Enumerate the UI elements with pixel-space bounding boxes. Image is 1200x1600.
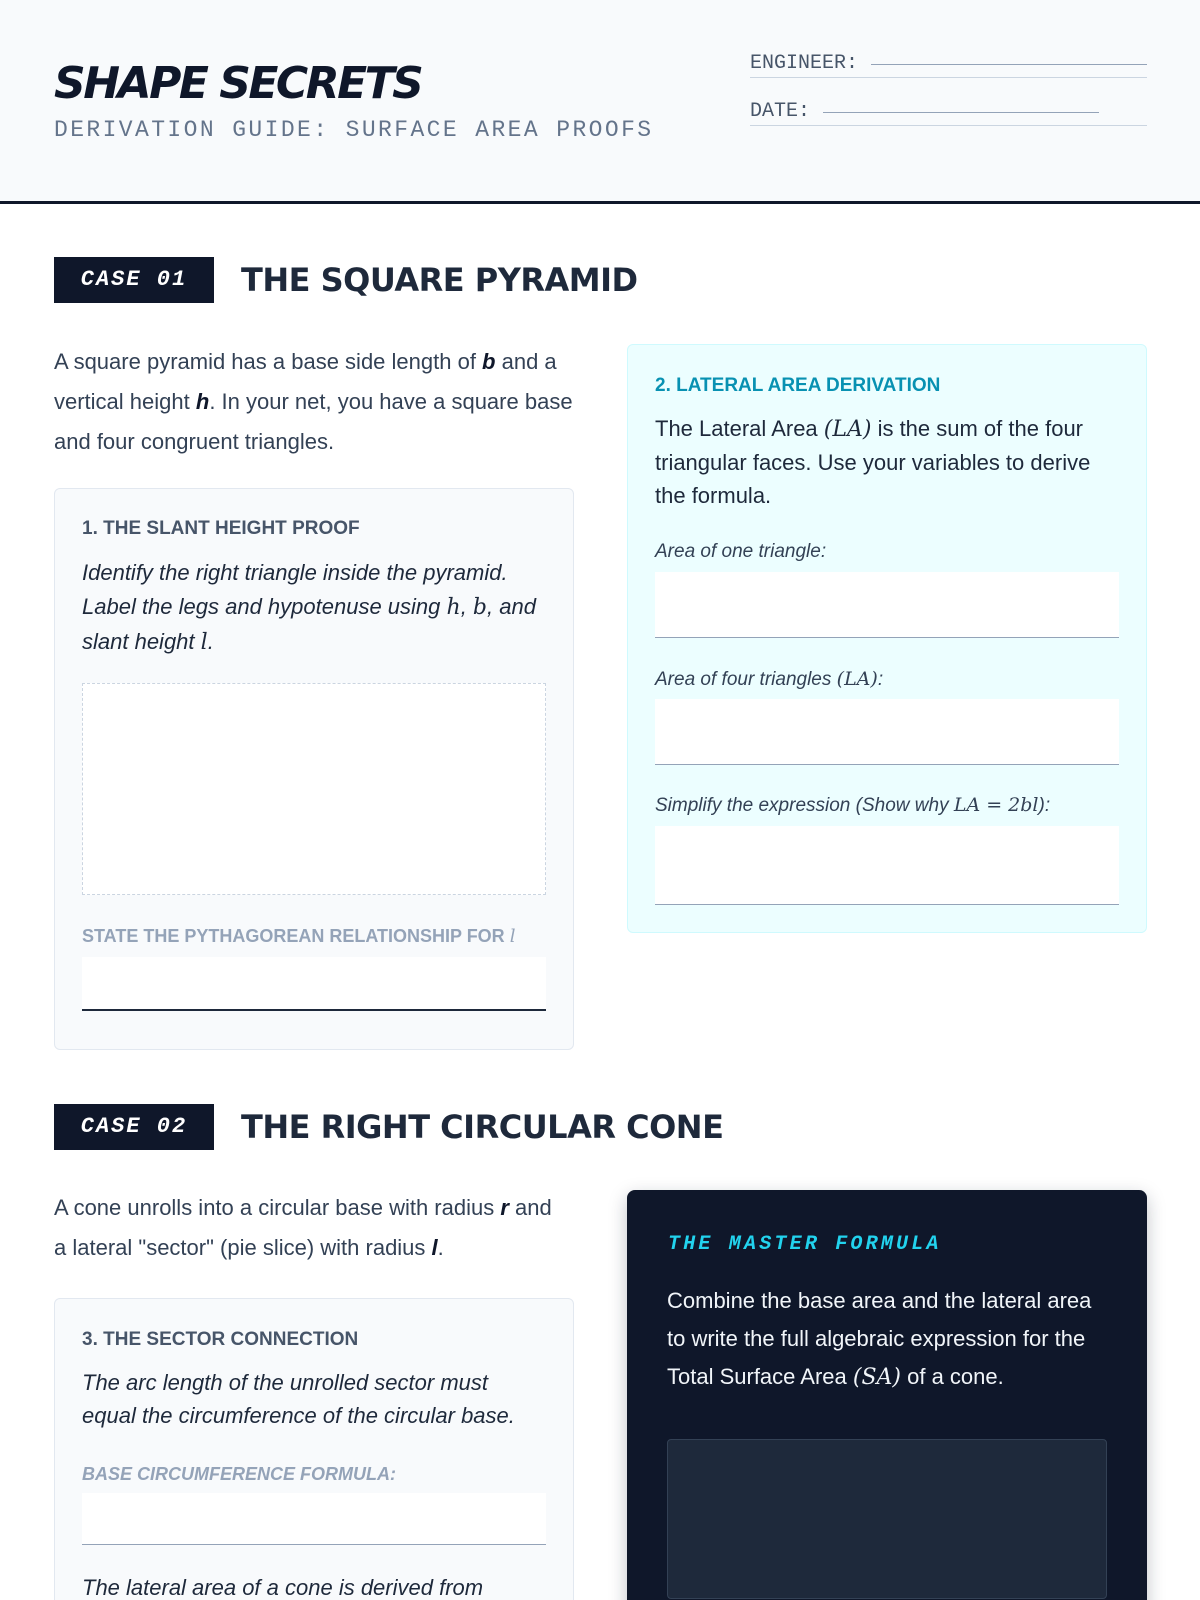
engineer-field[interactable] xyxy=(871,64,1147,65)
case-02-tag: CASE 02 xyxy=(54,1104,214,1150)
brand-title: SHAPE SECRETS xyxy=(54,58,422,109)
instr-text: of a cone. xyxy=(901,1364,1004,1389)
label-text: : xyxy=(877,669,884,690)
math-la: (LA) xyxy=(836,668,878,690)
sketch-area[interactable] xyxy=(82,683,546,895)
case-02-intro xyxy=(54,1188,554,1268)
sector-connection-instructions: The arc length of the unrolled sector must equal the circumference of the circular base. xyxy=(82,1370,515,1428)
date-row xyxy=(750,100,1147,126)
lateral-area-panel xyxy=(627,344,1147,933)
math-l: l xyxy=(200,630,208,655)
sector-connection-panel xyxy=(54,1298,574,1600)
math-b: b xyxy=(472,595,488,620)
intro-text: . In your net, you have a square base and four congruent triangles. xyxy=(54,389,573,454)
intro-text: A square pyramid has a base side length of xyxy=(54,349,483,374)
simplify-label xyxy=(655,793,1050,818)
intro-text: and a vertical height xyxy=(54,349,557,414)
intro-text: and a lateral "sector" (pie slice) with radius xyxy=(54,1195,552,1260)
case-01-intro xyxy=(54,342,574,462)
lateral-area-instructions xyxy=(655,412,1119,512)
case-01-tag: CASE 01 xyxy=(54,257,214,303)
math-l: l xyxy=(509,926,516,947)
intro-text: A cone unrolls into a circular base with radius xyxy=(54,1195,501,1220)
math-sa: (SA) xyxy=(852,1365,902,1390)
base-circumference-input[interactable] xyxy=(82,1493,546,1545)
instr-text: is the sum of the four triangular faces. Use your variables to derive the formula. xyxy=(655,416,1091,508)
base-circumference-label: BASE CIRCUMFERENCE FORMULA: xyxy=(82,1464,396,1484)
instr-text: . xyxy=(207,629,214,654)
date-label: DATE: xyxy=(750,100,811,123)
simplify-input[interactable] xyxy=(655,826,1119,905)
pythagorean-input[interactable] xyxy=(82,957,546,1011)
lateral-area-heading: 2. LATERAL AREA DERIVATION xyxy=(655,375,941,396)
master-formula-heading: THE MASTER FORMULA xyxy=(668,1233,942,1256)
master-formula-instructions xyxy=(667,1282,1107,1397)
label-text: ): xyxy=(1038,795,1051,816)
intro-text: . xyxy=(437,1235,444,1260)
var-r: r xyxy=(500,1195,509,1220)
slant-height-instructions xyxy=(82,556,546,660)
math-h: h xyxy=(446,595,461,620)
slant-height-heading: 1. THE SLANT HEIGHT PROOF xyxy=(82,518,360,539)
label-text: STATE THE PYTHAGOREAN RELATIONSHIP FOR xyxy=(82,926,510,946)
var-l: l xyxy=(431,1235,438,1260)
instr-text: , xyxy=(460,594,473,619)
label-text: Simplify the expression (Show why xyxy=(655,795,954,816)
instr-text: The Lateral Area xyxy=(655,416,824,441)
date-field[interactable] xyxy=(823,112,1099,113)
four-triangles-label xyxy=(655,667,883,692)
case-01-title: THE SQUARE PYRAMID xyxy=(241,261,638,299)
four-triangles-input[interactable] xyxy=(655,699,1119,765)
sector-connection-heading: 3. THE SECTOR CONNECTION xyxy=(82,1329,359,1350)
var-h: h xyxy=(195,389,210,414)
engineer-label: ENGINEER: xyxy=(750,52,859,75)
label-text: Area of four triangles xyxy=(655,669,837,690)
math-la-2bl: LA = 2bl xyxy=(953,794,1039,816)
instr-text: Identify the right triangle inside the pyramid. Label the legs and hypotenuse using xyxy=(82,560,508,619)
slant-height-panel xyxy=(54,488,574,1050)
worksheet-subtitle: DERIVATION GUIDE: SURFACE AREA PROOFS xyxy=(54,117,654,143)
instr-text: Combine the base area and the lateral area to write the full algebraic expression for the Total Surface Area xyxy=(667,1288,1092,1389)
one-triangle-label: Area of one triangle: xyxy=(655,541,827,562)
master-formula-input[interactable] xyxy=(667,1439,1107,1599)
math-la: (LA) xyxy=(823,417,872,442)
worksheet-header xyxy=(0,0,1200,204)
instr-text: , and slant height xyxy=(82,594,536,654)
engineer-row xyxy=(750,52,1147,78)
case-02-title: THE RIGHT CIRCULAR CONE xyxy=(241,1108,724,1146)
lateral-area-note: The lateral area of a cone is derived from xyxy=(82,1575,484,1600)
one-triangle-input[interactable] xyxy=(655,572,1119,638)
var-b: b xyxy=(482,349,496,374)
pythagorean-label xyxy=(82,924,546,949)
master-formula-panel xyxy=(627,1190,1147,1600)
